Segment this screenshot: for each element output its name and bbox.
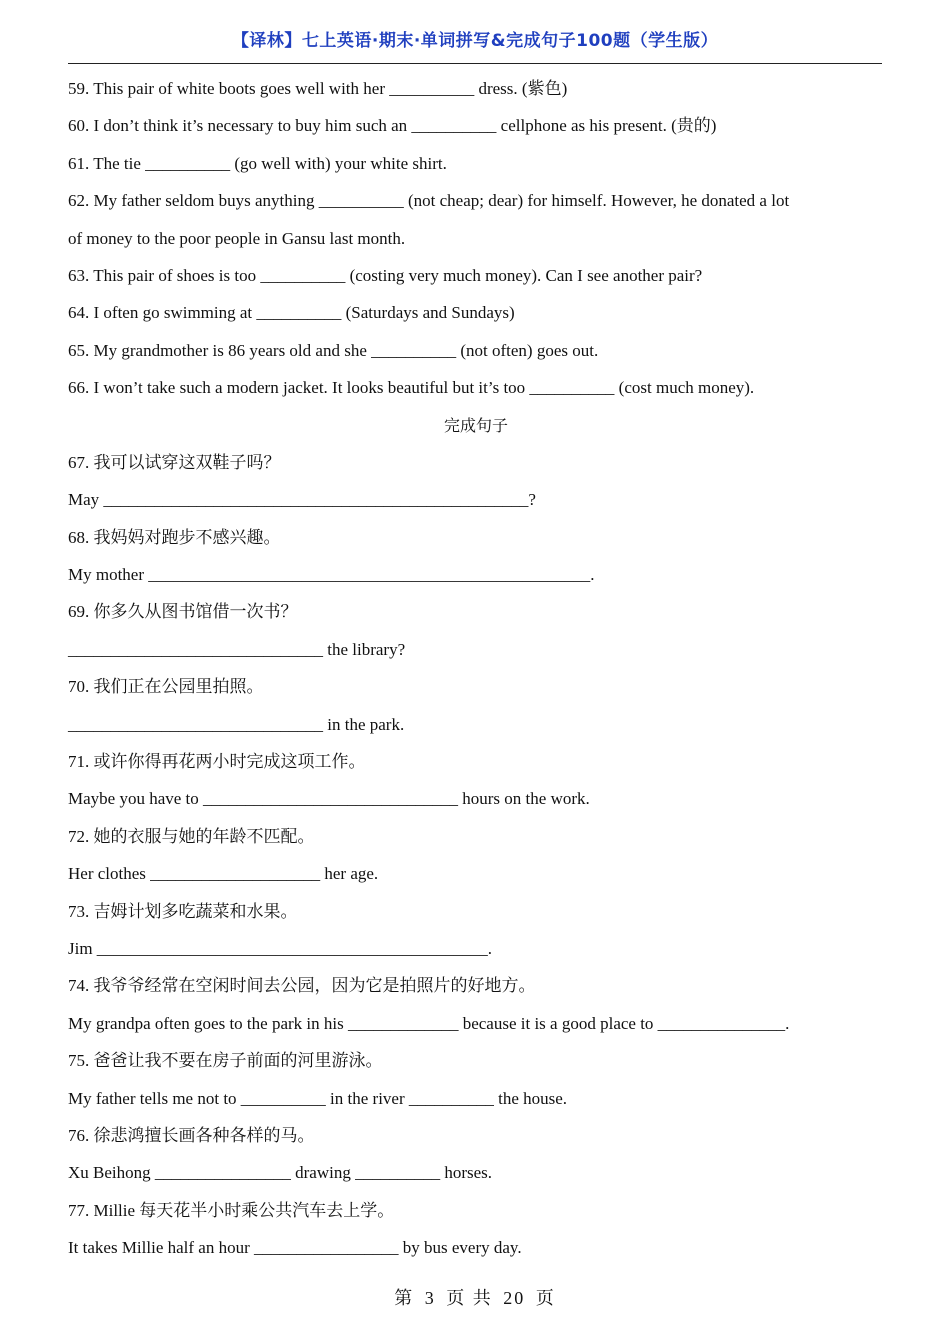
question-66: 66. I won’t take such a modern jacket. It looks beautiful but it’s too __________ (cost much money). (68, 378, 755, 398)
worksheet-body (68, 70, 884, 1267)
footer-total-pages: 20 (503, 1288, 526, 1308)
page-footer (0, 1284, 950, 1310)
question-67-answer: May __________________________________________________? (68, 490, 536, 510)
question-65: 65. My grandmother is 86 years old and she __________ (not often) goes out. (68, 340, 599, 360)
question-63: 63. This pair of shoes is too __________ (costing very much money). Can I see another pair? (68, 265, 703, 285)
question-69-answer: ______________________________ the library? (68, 639, 406, 659)
document-header-title: 【译林】七上英语·期末·单词拼写&完成句子100题（学生版） (231, 31, 719, 51)
question-68-prompt: 68. 我妈妈对跑步不感兴趣。 (68, 527, 281, 547)
question-59: 59. This pair of white boots goes well with her __________ dress. (紫色) (68, 79, 568, 98)
question-61: 61. The tie __________ (go well with) your white shirt. (68, 153, 447, 173)
question-72-prompt: 72. 她的衣服与她的年龄不匹配。 (68, 826, 315, 846)
header-divider (68, 63, 882, 64)
question-62-continued: of money to the poor people in Gansu last month. (68, 228, 406, 248)
question-73-prompt: 73. 吉姆计划多吃蔬菜和水果。 (68, 901, 298, 921)
question-60: 60. I don’t think it’s necessary to buy him such an __________ cellphone as his present. (贵的) (68, 116, 717, 136)
question-75-prompt: 75. 爸爸让我不要在房子前面的河里游泳。 (68, 1051, 383, 1071)
question-69-prompt: 69. 你多久从图书馆借一次书？ (68, 602, 298, 622)
question-77-answer: It takes Millie half an hour _________________ by bus every day. (68, 1238, 522, 1258)
question-74-prompt: 74. 我爷爷经常在空闲时间去公园，因为它是拍照片的好地方。 (68, 976, 536, 996)
question-76-prompt: 76. 徐悲鸿擅长画各种各样的马。 (68, 1125, 315, 1145)
footer-prefix: 第 (394, 1288, 415, 1308)
question-76-answer: Xu Beihong ________________ drawing __________ horses. (68, 1163, 493, 1183)
question-71-prompt: 71. 或许你得再花两小时完成这项工作。 (68, 752, 366, 772)
question-64: 64. I often go swimming at __________ (Saturdays and Sundays) (68, 303, 515, 323)
question-70-answer: ______________________________ in the park. (68, 714, 405, 734)
question-70-prompt: 70. 我们正在公园里拍照。 (68, 677, 264, 697)
footer-suffix: 页 (535, 1288, 556, 1308)
question-75-answer: My father tells me not to __________ in the river __________ the house. (68, 1088, 568, 1108)
question-77-prompt: 77. Millie 每天花半小时乘公共汽车去上学。 (68, 1200, 395, 1220)
question-71-answer: Maybe you have to ______________________________ hours on the work. (68, 789, 590, 809)
question-62: 62. My father seldom buys anything __________ (not cheap; dear) for himself. However, he donated a lot (68, 191, 790, 211)
question-72-answer: Her clothes ____________________ her age. (68, 864, 379, 884)
question-73-answer: Jim ______________________________________________. (68, 938, 493, 958)
section-title: 完成句子 (443, 415, 508, 435)
question-67-prompt: 67. 我可以试穿这双鞋子吗？ (68, 452, 281, 472)
footer-page-number: 3 (424, 1288, 436, 1308)
question-74-answer: My grandpa often goes to the park in his _____________ because it is a good place to _______________. (68, 1013, 790, 1033)
footer-middle: 页 共 (446, 1288, 493, 1308)
question-68-answer: My mother ____________________________________________________. (68, 565, 595, 585)
